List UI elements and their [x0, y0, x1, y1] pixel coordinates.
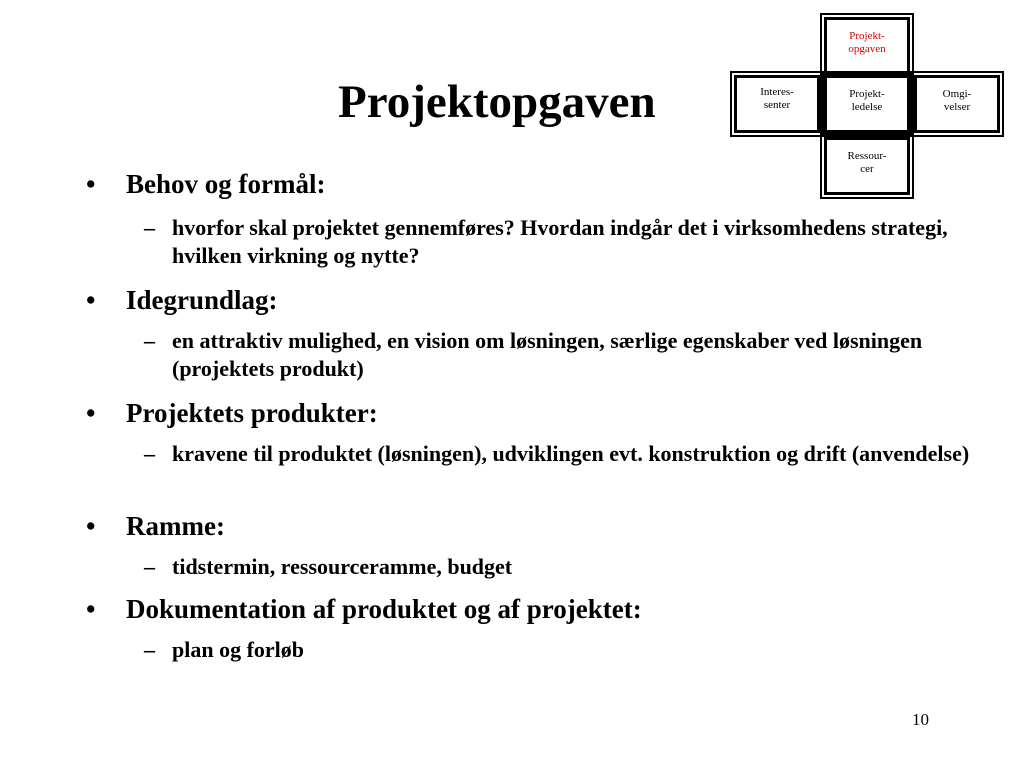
- diagram-box-label: Projekt- opgaven: [848, 30, 886, 55]
- sub-bullet-item: [144, 553, 972, 581]
- bullet-item: [86, 284, 278, 316]
- diagram-box-label: Omgi- velser: [942, 88, 972, 113]
- bullet-icon: •: [86, 511, 96, 541]
- bullet-heading: Dokumentation af produktet og af projektet:: [126, 594, 642, 624]
- bullet-item: [86, 168, 326, 200]
- diagram-box-label: Ressour- cer: [847, 150, 887, 175]
- sub-bullet-text: en attraktiv mulighed, en vision om løsningen, særlige egenskaber ved løsningen (projektets produkt): [172, 328, 923, 381]
- diagram-box-label: Projekt- ledelse: [849, 88, 885, 113]
- sub-bullet-item: [144, 214, 972, 270]
- dash-icon: –: [144, 637, 155, 662]
- bullet-icon: •: [86, 594, 96, 624]
- sub-bullet-text: hvorfor skal projektet gennemføres? Hvordan indgår det i virksomhedens strategi, hvilken virkning og nytte?: [172, 215, 948, 268]
- bullet-heading: Ramme:: [126, 511, 225, 541]
- bullet-item: [86, 397, 378, 429]
- bullet-icon: •: [86, 285, 96, 315]
- dash-icon: –: [144, 554, 155, 579]
- sub-bullet-text: plan og forløb: [172, 637, 305, 662]
- sub-bullet-item: [144, 440, 972, 468]
- dash-icon: –: [144, 215, 155, 240]
- slide-title: Projektopgaven: [338, 76, 656, 128]
- sub-bullet-text: tidstermin, ressourceramme, budget: [172, 554, 513, 579]
- bullet-heading: Projektets produkter:: [126, 398, 378, 428]
- bullet-heading: Idegrundlag:: [126, 285, 278, 315]
- dash-icon: –: [144, 441, 155, 466]
- page-number: 10: [912, 710, 929, 729]
- bullet-item: [86, 593, 642, 625]
- bullet-item: [86, 510, 225, 542]
- bullet-icon: •: [86, 169, 96, 199]
- sub-bullet-item: [144, 327, 972, 383]
- sub-bullet-item: [144, 636, 972, 664]
- diagram-box-label: Interes- senter: [760, 86, 794, 111]
- sub-bullet-text: kravene til produktet (løsningen), udviklingen evt. konstruktion og drift (anvendelse): [172, 441, 970, 466]
- dash-icon: –: [144, 328, 155, 353]
- bullet-heading: Behov og formål:: [126, 169, 326, 199]
- bullet-icon: •: [86, 398, 96, 428]
